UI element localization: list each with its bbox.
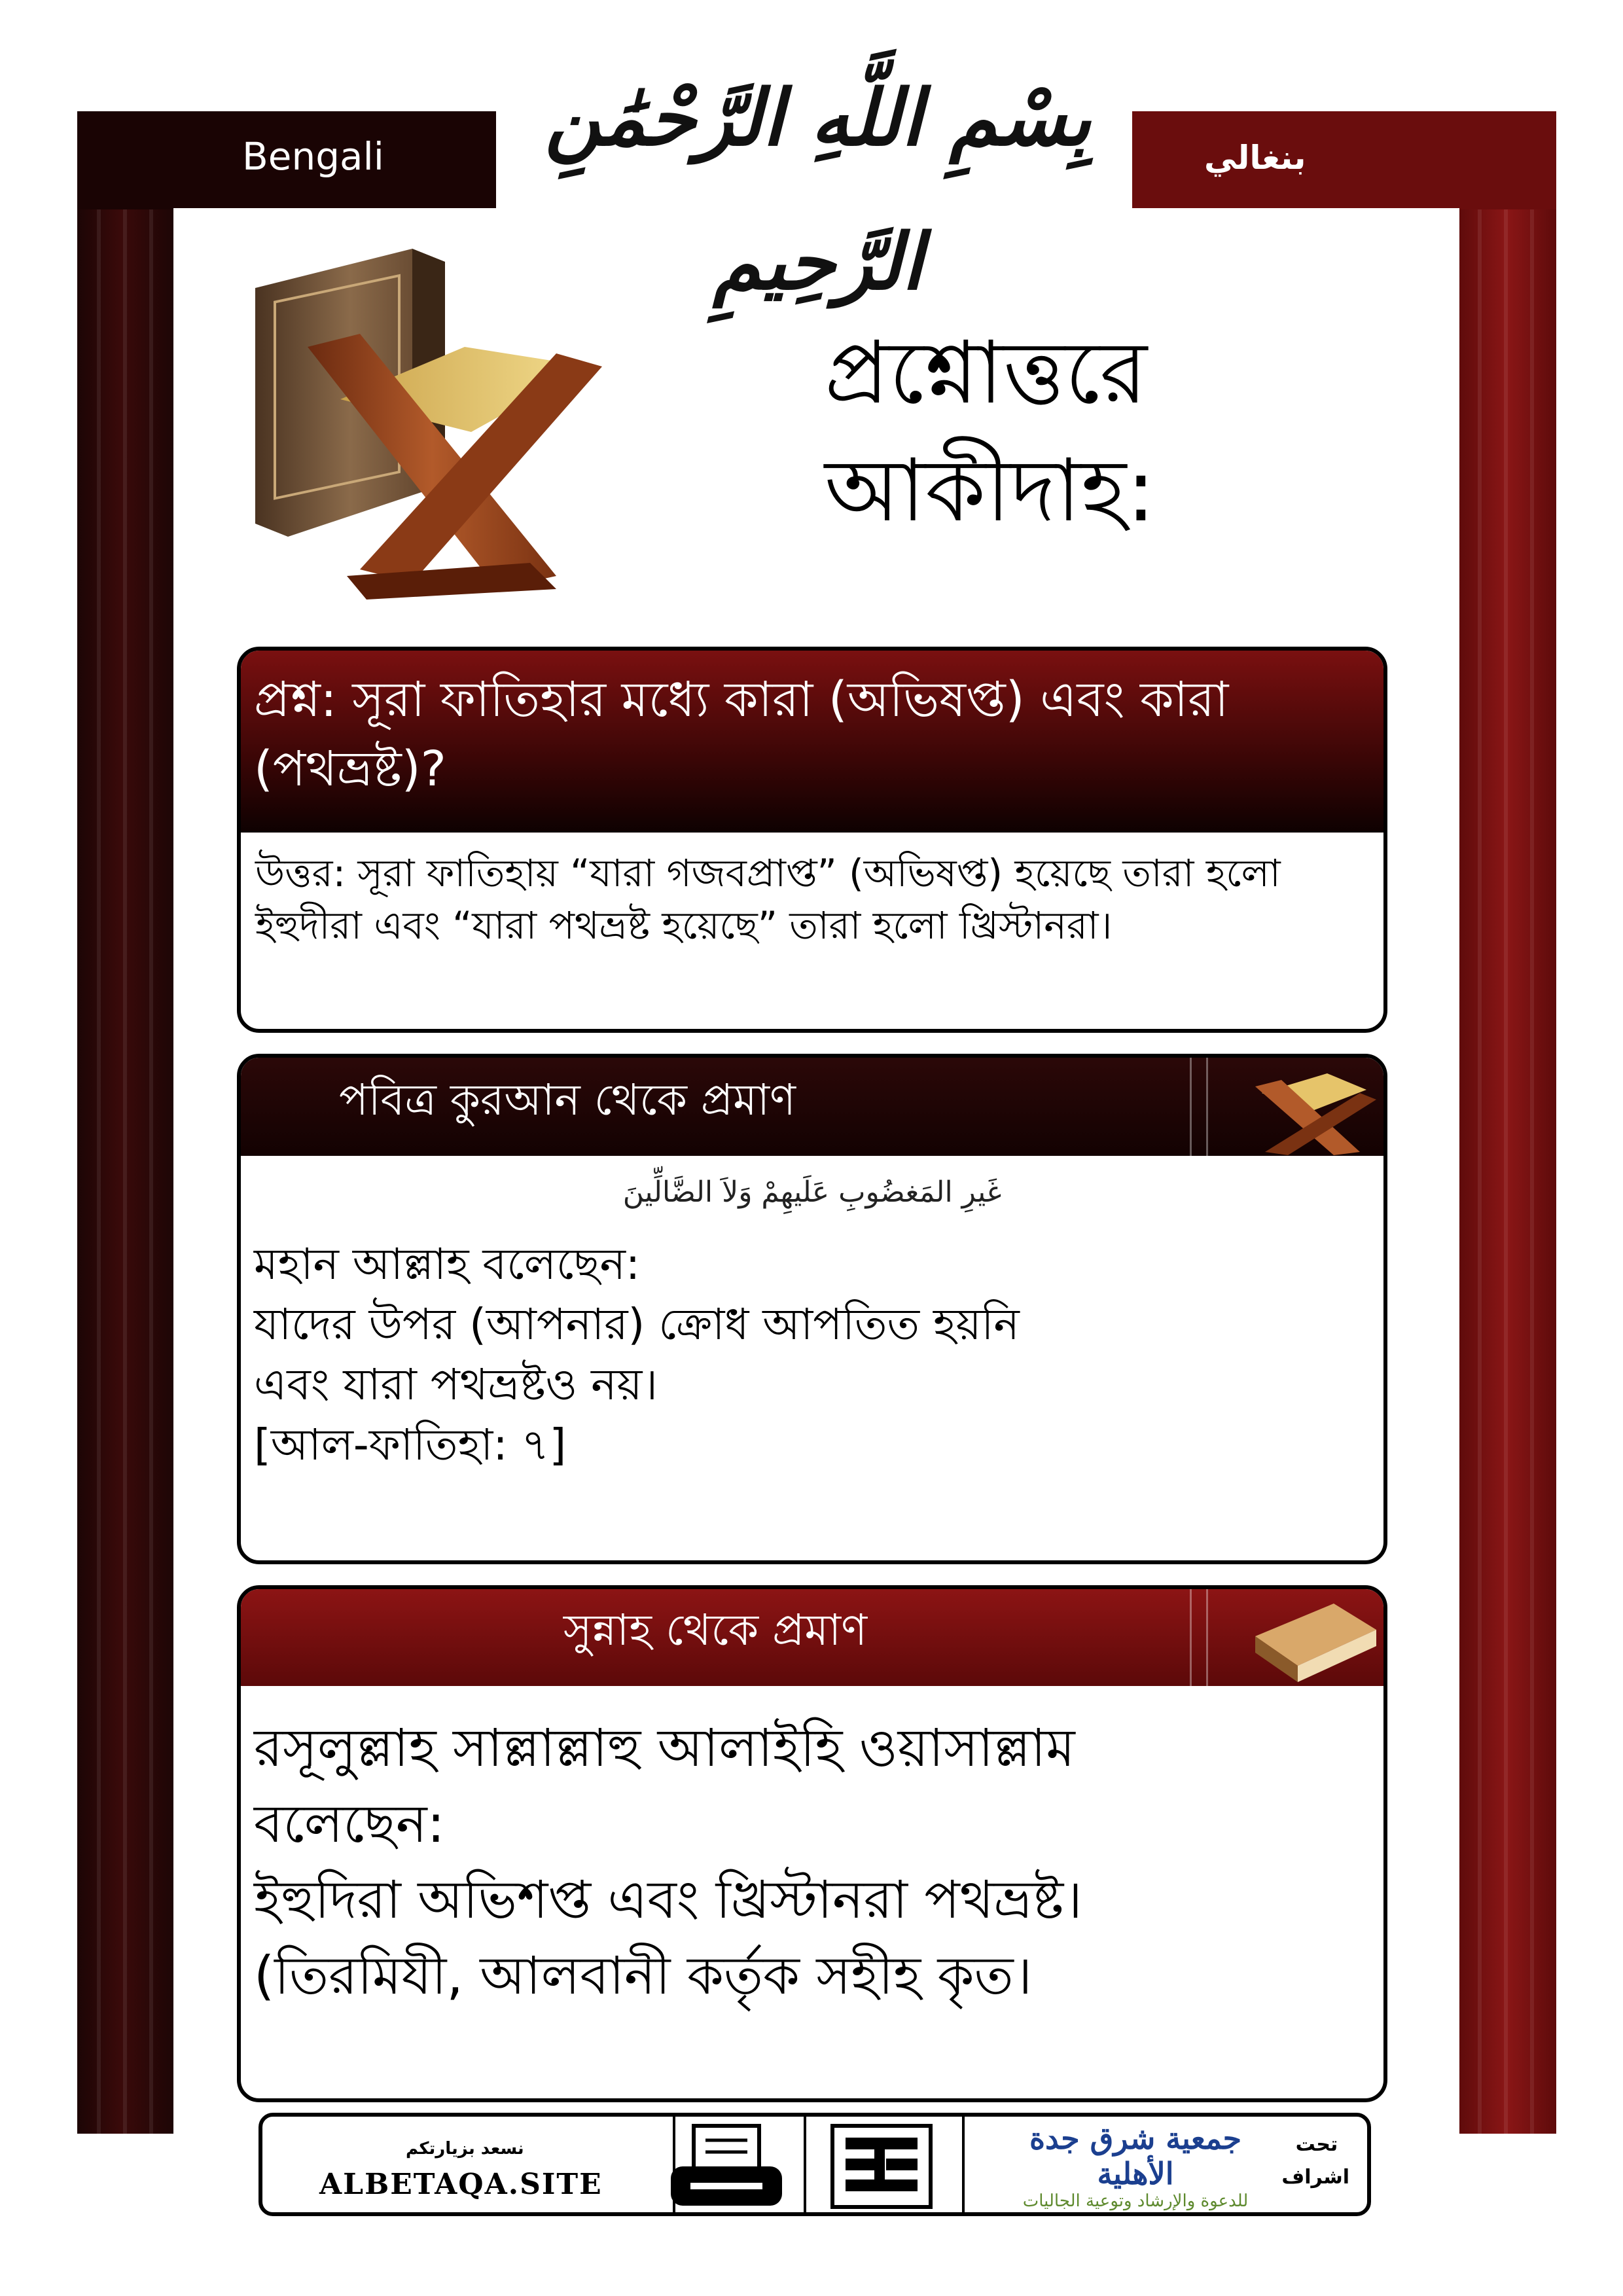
quran-evidence-card bbox=[237, 1054, 1387, 1564]
quran-line-2: যাদের উপর (আপনার) ক্রোধ আপতিত হয়নি bbox=[254, 1299, 1020, 1350]
sunnah-evidence-header bbox=[241, 1589, 1383, 1686]
right-frame-bar bbox=[1458, 111, 1556, 2134]
footer-visit-text: نسعد بزيارتكم bbox=[406, 2139, 524, 2159]
sunnah-line-2: বলেছেন: bbox=[254, 1793, 445, 1854]
sunnah-evidence-title: সুন্নাহ থেকে প্রমাণ bbox=[563, 1605, 868, 1655]
footer-site-link[interactable]: ALBETAQA.SITE bbox=[319, 2168, 603, 2201]
question-card bbox=[237, 647, 1387, 1033]
printer-icon[interactable] bbox=[661, 2121, 792, 2212]
organization-subtitle: للدعوة والإرشاد وتوعية الجاليات bbox=[1022, 2191, 1249, 2211]
organization-logo bbox=[991, 2121, 1279, 2211]
book-icon bbox=[1236, 1590, 1386, 1686]
quran-line-1: মহান আল্লাহ বলেছেন: bbox=[254, 1239, 641, 1289]
answer-text: উত্তর: সূরা ফাতিহায় “যারা গজবপ্রাপ্ত” (অভিষপ্ত) হয়েছে তারা হলো ইহুদীরা এবং “যারা পথভ্রষ্ট হয়েছে” তারা হলো খ্রিস্টানরা। bbox=[255, 851, 1281, 948]
quran-line-3: এবং যারা পথভ্রষ্টও নয়। bbox=[254, 1359, 658, 1410]
top-right-banner bbox=[1132, 111, 1556, 209]
question-text: প্রশ্ন: সূরা ফাতিহার মধ্যে কারা (অভিষপ্ত) এবং কারা (পথভ্রষ্ট)? bbox=[254, 672, 1229, 797]
sunnah-line-3: ইহুদিরা অভিশপ্ত এবং খ্রিস্টানরা পথভ্রষ্ট। bbox=[254, 1869, 1082, 1930]
dawah-logo bbox=[826, 2119, 937, 2214]
supervision-word-2: اشراف bbox=[1281, 2166, 1349, 2189]
quran-evidence-title: পবিত্র কুরআন থেকে প্রমাণ bbox=[339, 1075, 796, 1125]
quran-reference: [আল-ফাতিহা: ৭] bbox=[254, 1420, 567, 1470]
quran-translation bbox=[254, 1234, 1364, 1475]
language-label-english: Bengali bbox=[242, 134, 384, 179]
page-title: প্রশ্নোত্তরে আকীদাহ: bbox=[825, 323, 1156, 541]
sunnah-line-1: রসূলুল্লাহ সাল্লাল্লাহু আলাইহি ওয়াসাল্লাম bbox=[254, 1717, 1075, 1778]
quran-stand-small-icon bbox=[1236, 1060, 1380, 1155]
sunnah-evidence-card bbox=[237, 1585, 1387, 2102]
quran-stand-icon bbox=[249, 236, 615, 602]
supervision-word-1: تحت bbox=[1295, 2133, 1338, 2156]
language-label-arabic: بنغالي bbox=[1204, 139, 1306, 177]
quran-evidence-header bbox=[241, 1058, 1383, 1156]
basmala-calligraphy: بِسْمِ اللَّهِ الرَّحْمَٰنِ الرَّحِيمِ bbox=[544, 72, 1092, 307]
left-frame-bar bbox=[77, 111, 175, 2134]
arabic-verse: غَيرِ المَغضُوبِ عَلَيهِمْ وَلاَ الضَّالِّينَ bbox=[622, 1175, 1002, 1209]
question-header bbox=[241, 651, 1383, 833]
supervision-label bbox=[1281, 2128, 1349, 2194]
organization-name: جمعية شرق جدة الأهلية bbox=[1029, 2121, 1242, 2191]
sunnah-text bbox=[254, 1710, 1368, 2014]
sunnah-reference: (তিরমিযী, আলবানী কর্তৃক সহীহ কৃত। bbox=[254, 1945, 1033, 2006]
